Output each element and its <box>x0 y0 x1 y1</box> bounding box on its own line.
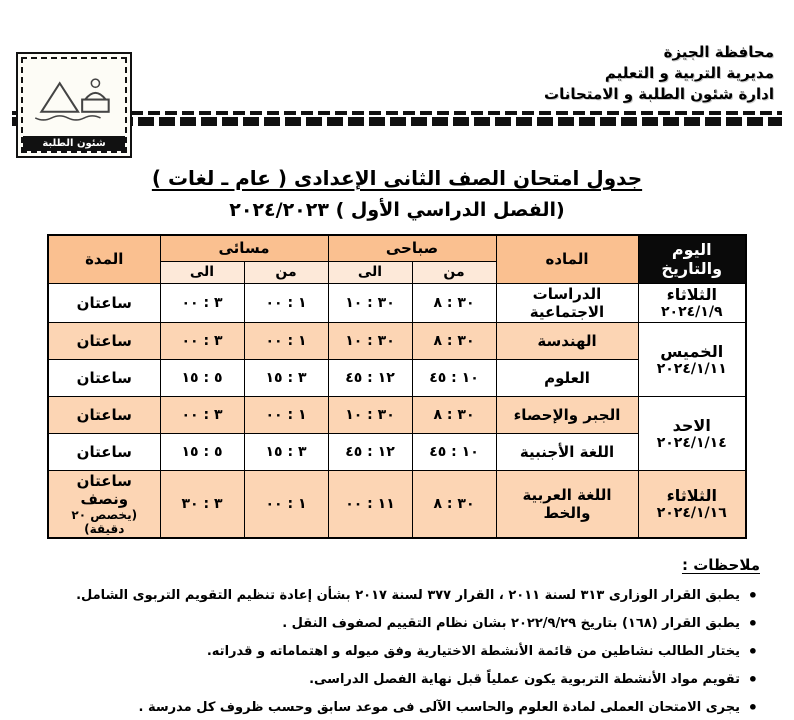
day-name: الثلاثاء <box>666 486 717 505</box>
duration-note: (يخصص ٢٠ دقيقة) <box>71 507 138 536</box>
day-cell <box>638 470 746 538</box>
subject-cell: الهندسة <box>496 322 638 359</box>
evening-to-cell: ٣ : ٠٠ <box>160 396 244 433</box>
org-header <box>544 42 774 105</box>
duration-cell: ساعتان <box>48 322 160 359</box>
table-row <box>48 322 746 359</box>
morning-to-cell: ١١ : ٠٠ <box>328 470 412 538</box>
morning-from-cell: ٣٠ : ٨ <box>412 396 496 433</box>
evening-from-cell: ٣ : ١٥ <box>244 359 328 396</box>
day-date: ٢٠٢٤/١/١٦ <box>656 505 727 521</box>
emblem-icon <box>23 59 125 136</box>
letterhead <box>0 0 794 164</box>
day-name: الثلاثاء <box>666 285 717 304</box>
col-header-subject: الماده <box>496 235 638 283</box>
subject-cell: اللغة العربية والخط <box>496 470 638 538</box>
morning-from-cell: ٣٠ : ٨ <box>412 470 496 538</box>
notes-section <box>26 555 760 717</box>
subject-cell: اللغة الأجنبية <box>496 433 638 470</box>
col-header-day-date: اليوم والتاريخ <box>638 235 746 283</box>
col-header-evening-from: من <box>244 261 328 283</box>
note-item: • تقويم مواد الأنشطة التربوية يكون عملياً قبل نهاية الفصل الدراسى. <box>26 670 760 689</box>
evening-to-cell: ٣ : ٠٠ <box>160 283 244 322</box>
subject-cell: الدراسات الاجتماعية <box>496 283 638 322</box>
morning-to-cell: ٣٠ : ١٠ <box>328 322 412 359</box>
evening-from-cell: ٣ : ١٥ <box>244 433 328 470</box>
subject-cell: العلوم <box>496 359 638 396</box>
table-row <box>48 396 746 433</box>
evening-to-cell: ٥ : ١٥ <box>160 359 244 396</box>
day-cell <box>638 283 746 322</box>
evening-from-cell: ١ : ٠٠ <box>244 470 328 538</box>
duration-main: ساعتان ونصف <box>76 471 132 508</box>
col-header-duration: المدة <box>48 235 160 283</box>
day-date: ٢٠٢٤/١/١٤ <box>656 434 727 451</box>
note-item: • يطبق القرار الوزارى ٣١٣ لسنة ٢٠١١ ، القرار ٣٧٧ لسنة ٢٠١٧ بشأن إعادة تنظيم التقويم التربوى الشامل. <box>26 586 760 605</box>
org-line-governorate: محافظة الجيزة <box>663 43 774 61</box>
page-title: جدول امتحان الصف الثانى الإعدادى ( عام ـ لغات ) <box>151 166 643 190</box>
subject-cell: الجبر والإحصاء <box>496 396 638 433</box>
morning-from-cell: ٣٠ : ٨ <box>412 283 496 322</box>
day-cell <box>638 396 746 470</box>
day-cell <box>638 322 746 396</box>
morning-to-cell: ١٢ : ٤٥ <box>328 359 412 396</box>
evening-from-cell: ١ : ٠٠ <box>244 283 328 322</box>
morning-to-cell: ٣٠ : ١٠ <box>328 283 412 322</box>
stamp-frame <box>21 57 127 153</box>
morning-from-cell: ١٠ : ٤٥ <box>412 433 496 470</box>
duration-cell <box>48 470 160 538</box>
col-header-morning-to: الى <box>328 261 412 283</box>
exam-schedule-table <box>47 234 747 539</box>
org-line-directorate: مديرية التربية و التعليم <box>604 64 774 82</box>
note-item: • يجرى الامتحان العملى لمادة العلوم والحاسب الآلى فى موعد سابق وحسب ظروف كل مدرسة . <box>26 698 760 717</box>
logo-caption: شئون الطلبة <box>23 136 125 151</box>
note-item: • يطبق القرار (١٦٨) بتاريخ ٢٠٢٢/٩/٢٩ بشان نظام التقييم لصفوف النقل . <box>26 614 760 633</box>
notes-heading: ملاحظات : <box>681 555 760 574</box>
org-logo <box>16 52 132 158</box>
morning-to-cell: ١٢ : ٤٥ <box>328 433 412 470</box>
duration-cell: ساعتان <box>48 359 160 396</box>
morning-to-cell: ٣٠ : ١٠ <box>328 396 412 433</box>
duration-cell: ساعتان <box>48 396 160 433</box>
table-row <box>48 283 746 322</box>
duration-cell: ساعتان <box>48 283 160 322</box>
col-header-evening: مسائى <box>160 235 328 261</box>
col-header-morning: صباحى <box>328 235 496 261</box>
day-name: الخميس <box>660 341 724 361</box>
table-header-row <box>48 235 746 261</box>
day-name: الاحد <box>672 415 711 435</box>
table-row <box>48 470 746 538</box>
evening-to-cell: ٣ : ٣٠ <box>160 470 244 538</box>
day-date: ٢٠٢٤/١/٩ <box>661 304 723 320</box>
evening-from-cell: ١ : ٠٠ <box>244 322 328 359</box>
day-date: ٢٠٢٤/١/١١ <box>656 360 727 377</box>
duration-cell: ساعتان <box>48 433 160 470</box>
evening-to-cell: ٣ : ٠٠ <box>160 322 244 359</box>
note-item: • يختار الطالب نشاطين من قائمة الأنشطة الاختيارية وفق ميوله و اهتماماته و قدراته. <box>26 642 760 661</box>
col-header-morning-from: من <box>412 261 496 283</box>
org-line-administration: ادارة شئون الطلبة و الامتحانات <box>544 85 774 103</box>
morning-from-cell: ٣٠ : ٨ <box>412 322 496 359</box>
evening-to-cell: ٥ : ١٥ <box>160 433 244 470</box>
morning-from-cell: ١٠ : ٤٥ <box>412 359 496 396</box>
notes-list <box>26 586 760 717</box>
col-header-evening-to: الى <box>160 261 244 283</box>
page-subtitle: (الفصل الدراسي الأول ) ٢٠٢٤/٢٠٢٣ <box>229 199 565 221</box>
evening-from-cell: ١ : ٠٠ <box>244 396 328 433</box>
